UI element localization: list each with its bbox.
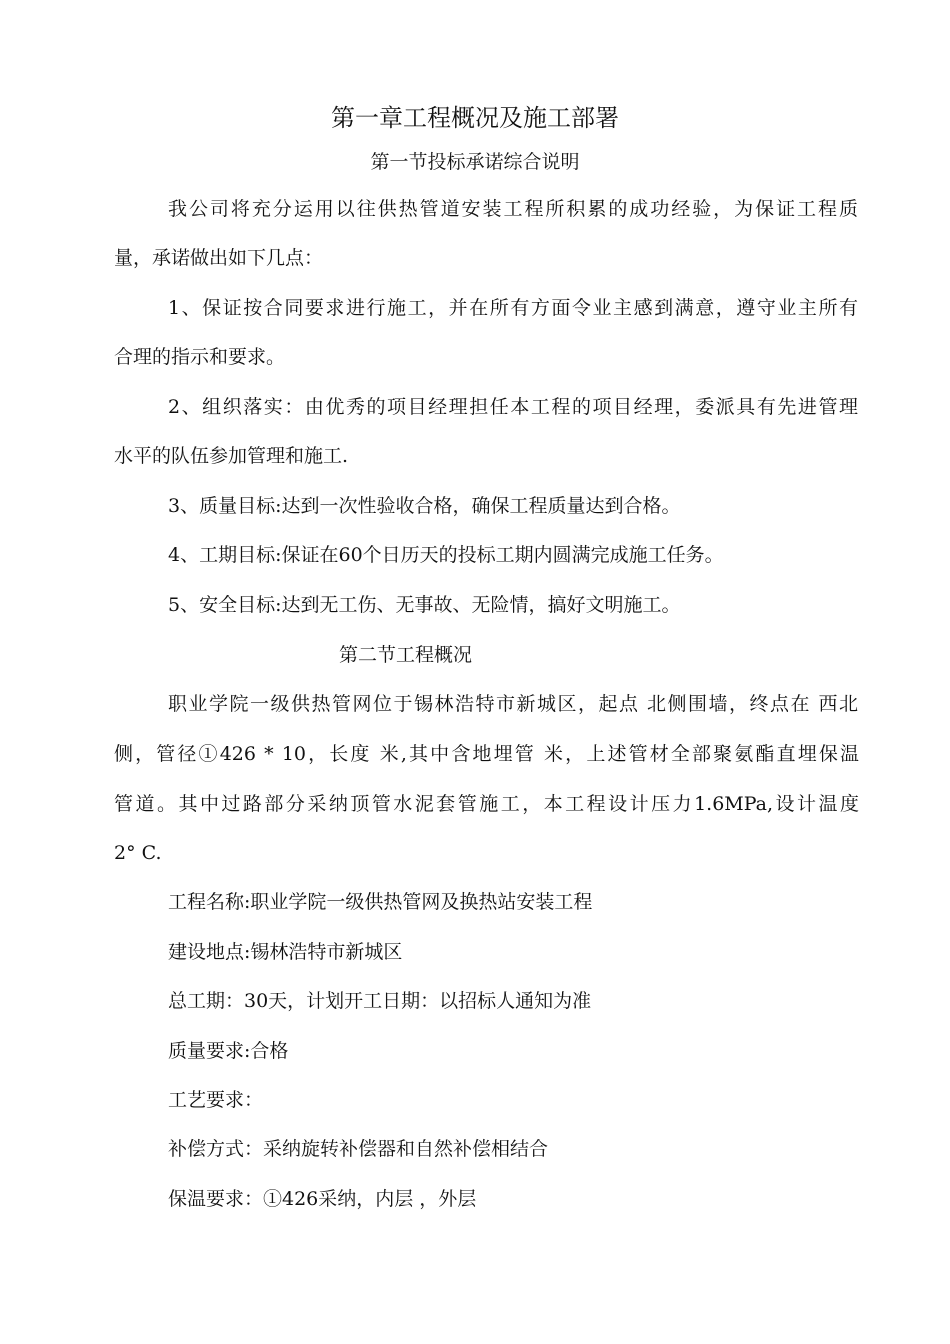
item-5: 5、安全目标:达到无工伤、无事故、无险情，搞好文明施工。 [168, 594, 681, 616]
overview-line-1: 职业学院一级供热管网位于锡林浩特市新城区，起点 北侧围墙，终点在 西北 [168, 693, 858, 715]
section-2-title: 第二节工程概况 [339, 644, 473, 666]
construction-location: 建设地点:锡林浩特市新城区 [168, 941, 403, 963]
total-duration: 总工期：30天，计划开工日期：以招标人通知为准 [168, 990, 592, 1012]
item-4: 4、工期目标:保证在60个日历天的投标工期内圆满完成施工任务。 [168, 544, 724, 566]
intro-line-2: 量，承诺做出如下几点： [114, 247, 324, 269]
chapter-title: 第一章工程概况及施工部署 [331, 104, 619, 132]
intro-line-1: 我公司将充分运用以往供热管道安装工程所积累的成功经验，为保证工程质 [168, 198, 858, 220]
item-1-line-1: 1、保证按合同要求进行施工，并在所有方面令业主感到满意，遵守业主所有 [168, 297, 858, 319]
insulation-requirement: 保温要求：①426采纳，内层 ，外层 [168, 1188, 477, 1210]
item-3: 3、质量目标:达到一次性验收合格，确保工程质量达到合格。 [168, 495, 681, 517]
overview-line-4: 2° C. [114, 842, 162, 864]
item-2-line-2: 水平的队伍参加管理和施工. [114, 445, 349, 467]
project-name: 工程名称:职业学院一级供热管网及换热站安装工程 [168, 891, 593, 913]
overview-line-3: 管道。其中过路部分采纳顶管水泥套管施工，本工程设计压力1.6MPa,设计温度 [114, 793, 859, 815]
quality-requirement: 质量要求:合格 [168, 1040, 289, 1062]
compensation-method: 补偿方式：采纳旋转补偿器和自然补偿相结合 [168, 1138, 549, 1160]
section-1-title: 第一节投标承诺综合说明 [370, 151, 580, 173]
process-requirement: 工艺要求： [168, 1089, 264, 1111]
item-2-line-1: 2、组织落实：由优秀的项目经理担任本工程的项目经理，委派具有先进管理 [168, 396, 858, 418]
overview-line-2: 侧，管径①426 * 10，长度 米,其中含地埋管 米，上述管材全部聚氨酯直埋保温 [114, 743, 859, 765]
item-1-line-2: 合理的指示和要求。 [114, 346, 286, 368]
